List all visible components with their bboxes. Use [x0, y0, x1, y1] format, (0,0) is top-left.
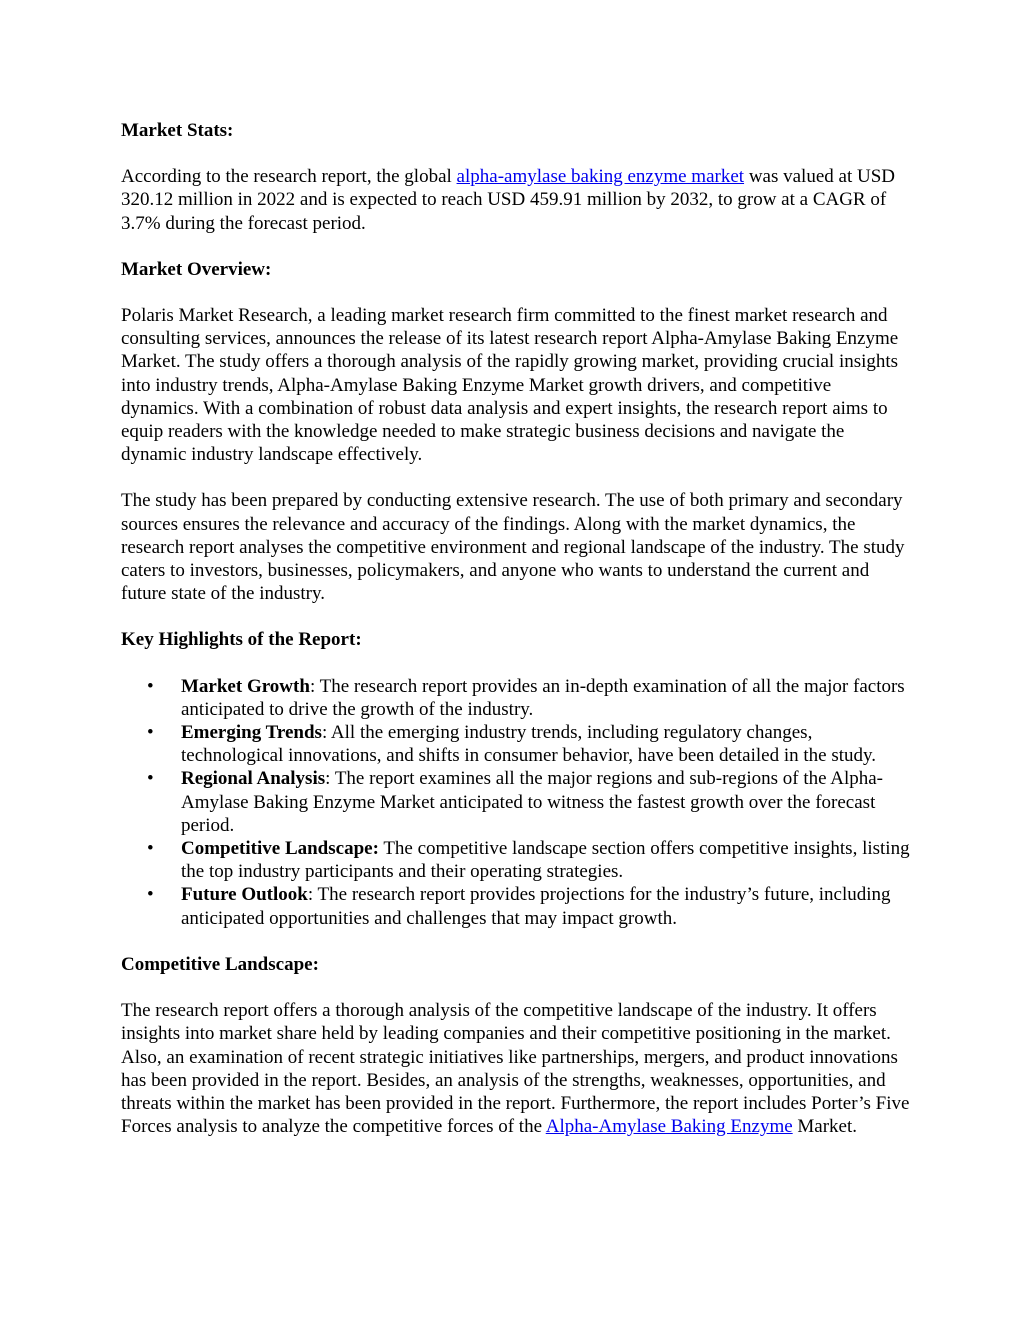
highlight-separator: : [325, 768, 335, 790]
highlight-title: Regional Analysis [181, 768, 326, 790]
bullet-icon: • [147, 884, 154, 906]
list-item [147, 721, 911, 767]
bullet-icon: • [147, 838, 154, 860]
market-stats-paragraph [121, 165, 911, 235]
market-link[interactable]: alpha-amylase baking enzyme market [456, 166, 745, 188]
competitive-landscape-heading: Competitive Landscape: [121, 953, 319, 975]
market-overview-paragraph-1: Polaris Market Research, a leading market research firm committed to the finest market research and consulting services, announces the release of its latest research report Alpha-Amylase Baking Enzyme Market. The study offers a thorough analysis of the rapidly growing market, providing crucial insights into industry trends, Alpha-Amylase Baking Enzyme Market growth drivers, and competitive dynamics. With a combination of robust data analysis and expert insights, the research report aims to equip readers with the knowledge needed to make strategic business decisions and navigate the dynamic industry landscape effectively. [121, 305, 899, 466]
market-stats-text-after-link: was valued at USD 320.12 million in 2022 and is expected to reach USD 459.91 million by 2032, to grow at a CAGR of 3.7% during the forecast period. [121, 166, 895, 234]
market-stats-text-before-link: According to the research report, the global [121, 166, 457, 188]
highlight-text: The research report provides an in-depth examination of all the major factors anticipated to drive the growth of the industry. [181, 675, 905, 720]
competitive-landscape-text-after-link: Market. [792, 1116, 858, 1138]
highlight-text: The research report provides projections for the industry’s future, including anticipated opportunities and challenges that may impact growth. [181, 884, 891, 929]
highlight-separator: : [309, 675, 320, 697]
bullet-icon: • [147, 722, 154, 744]
highlight-title: Market Growth [181, 675, 310, 697]
highlight-separator: : [321, 722, 331, 744]
market-overview-heading: Market Overview: [121, 258, 272, 280]
highlight-separator: : [307, 884, 318, 906]
bullet-icon: • [147, 768, 154, 790]
alpha-amylase-link[interactable]: Alpha-Amylase Baking Enzyme [545, 1116, 793, 1138]
key-highlights-list [121, 675, 911, 930]
document-page [121, 119, 911, 1161]
highlight-text: The report examines all the major regions and sub-regions of the Alpha-Amylase Baking Enzyme Market anticipated to witness the fastest growth over the forecast period. [181, 768, 884, 836]
list-item [147, 883, 911, 929]
competitive-landscape-text-before-link: The research report offers a thorough analysis of the competitive landscape of the industry. It offers insights into market share held by leading companies and their competitive positioning in the market. Also, an examination of recent strategic initiatives like partnerships, mergers, and product innovations has been provided in the report. Besides, an analysis of the strengths, weaknesses, opportunities, and threats within the market has been provided in the report. Furthermore, the report includes Porter’s Five Forces analysis to analyze the competitive forces of the [121, 1000, 910, 1138]
bullet-icon: • [147, 675, 154, 697]
highlight-title: Competitive Landscape: [181, 838, 379, 860]
competitive-landscape-paragraph [121, 999, 911, 1138]
list-item [147, 675, 911, 721]
highlight-title: Emerging Trends [181, 722, 322, 744]
market-stats-heading: Market Stats: [121, 120, 234, 141]
market-overview-paragraph-2: The study has been prepared by conducting extensive research. The use of both primary and secondary sources ensures the relevance and accuracy of the findings. Along with the market dynamics, the research report analyses the competitive environment and regional landscape of the industry. The study caters to investors, businesses, policymakers, and anyone who wants to understand the current and future state of the industry. [121, 490, 905, 605]
list-item [147, 837, 911, 883]
list-item [147, 767, 911, 837]
highlight-title: Future Outlook [181, 884, 308, 906]
highlight-text: The competitive landscape section offers competitive insights, listing the top industry participants and their operating strategies. [181, 838, 910, 883]
highlight-text: All the emerging industry trends, including regulatory changes, technological innovations, and shifts in consumer behavior, have been detailed in the study. [181, 722, 877, 767]
key-highlights-heading: Key Highlights of the Report: [121, 629, 362, 651]
